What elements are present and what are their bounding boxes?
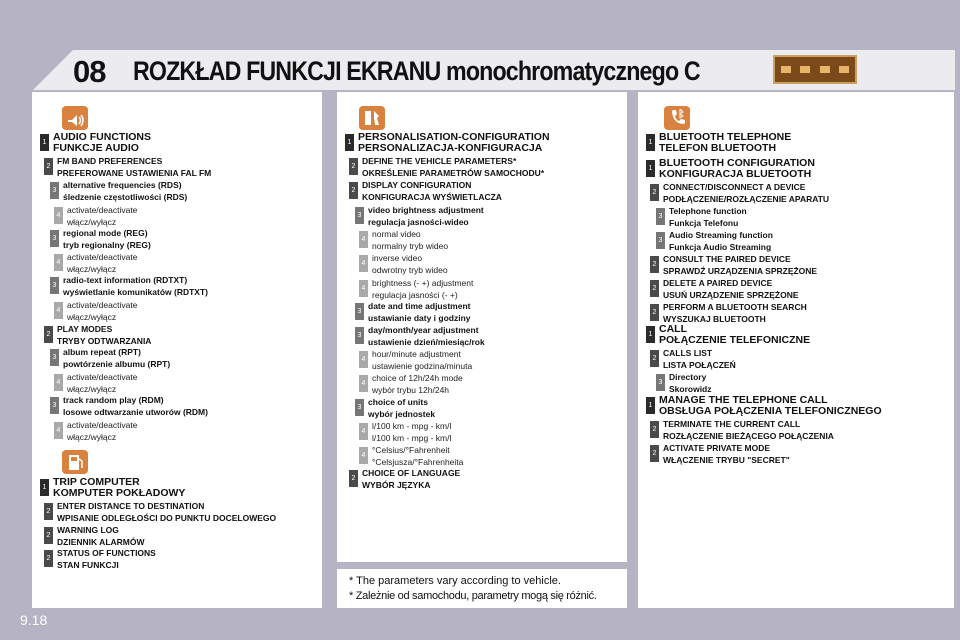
entry-label-english: activate/deactivate <box>67 205 138 215</box>
entry-label-polish: FUNKCJE AUDIO <box>53 142 139 154</box>
menu-entry <box>650 419 834 442</box>
menu-entry <box>359 445 463 468</box>
menu-entry <box>359 229 448 252</box>
menu-entry <box>54 300 137 323</box>
entry-label-english: STATUS OF FUNCTIONS <box>57 548 156 558</box>
level-badge: 3 <box>50 349 59 366</box>
entry-label-english: BLUETOOTH TELEPHONE <box>659 131 792 143</box>
entry-label-english: normal video <box>372 229 421 239</box>
entry-label-polish: TELEFON BLUETOOTH <box>659 142 777 154</box>
level-badge: 2 <box>349 470 358 487</box>
entry-label-polish: ustawianie daty i godziny <box>368 312 471 323</box>
level-badge: 4 <box>359 351 368 368</box>
menu-entry <box>345 132 550 154</box>
level-badge: 2 <box>44 158 53 175</box>
entry-label-english: alternative frequencies (RDS) <box>63 180 182 190</box>
menu-entry <box>349 468 460 491</box>
menu-entry <box>355 205 484 228</box>
entry-label-english: day/month/year adjustment <box>368 325 479 335</box>
level-badge: 2 <box>44 527 53 544</box>
level-badge: 4 <box>54 207 63 224</box>
menu-entry <box>44 525 145 548</box>
entry-label-polish: losowe odtwarzanie utworów (RDM) <box>63 406 208 417</box>
trip-computer-icon <box>62 450 88 474</box>
level-badge: 4 <box>359 423 368 440</box>
entry-label-polish: włącz/wyłącz <box>67 311 117 322</box>
level-badge: 3 <box>50 230 59 247</box>
level-badge: 1 <box>646 326 655 343</box>
entry-label-polish: powtórzenie albumu (RPT) <box>63 358 171 369</box>
level-badge: 1 <box>646 134 655 151</box>
entry-label-polish: Funkcja Audio Streaming <box>669 241 772 252</box>
entry-label-polish: WYBÓR JĘZYKA <box>362 479 431 490</box>
entry-label-english: CONSULT THE PAIRED DEVICE <box>663 254 791 264</box>
menu-entry <box>50 180 187 203</box>
menu-entry <box>40 132 151 154</box>
menu-entry <box>50 347 170 370</box>
entry-label-english: AUDIO FUNCTIONS <box>53 131 151 143</box>
level-badge: 4 <box>359 447 368 464</box>
level-badge: 2 <box>349 182 358 199</box>
entry-label-polish: STAN FUNKCJI <box>57 559 119 570</box>
menu-entry <box>656 230 773 253</box>
level-badge: 3 <box>50 397 59 414</box>
menu-entry <box>349 180 502 203</box>
menu-entry <box>650 182 829 205</box>
entry-label-polish: włącz/wyłącz <box>67 216 117 227</box>
entry-label-polish: DZIENNIK ALARMÓW <box>57 536 145 547</box>
menu-entry <box>50 275 208 298</box>
chapter-number: 08 <box>73 54 106 89</box>
menu-entry <box>650 278 799 301</box>
level-badge: 2 <box>44 550 53 567</box>
entry-label-polish: ustawienie dzień/miesiąc/rok <box>368 336 485 347</box>
entry-label-polish: tryb regionalny (REG) <box>63 239 151 250</box>
level-badge: 1 <box>345 134 354 151</box>
level-badge: 2 <box>650 256 659 273</box>
entry-label-english: hour/minute adjustment <box>372 349 461 359</box>
entry-label-english: FM BAND PREFERENCES <box>57 156 163 166</box>
entry-label-polish: SPRAWDŹ URZĄDZENIA SPRZĘŻONE <box>663 265 818 276</box>
entry-label-polish: OBSŁUGA POŁĄCZENIA TELEFONICZNEGO <box>659 405 882 417</box>
level-badge: 2 <box>650 280 659 297</box>
menu-entry <box>656 372 712 395</box>
entry-label-polish: normalny tryb wideo <box>372 240 449 251</box>
entry-label-polish: KOMPUTER POKŁADOWY <box>53 487 186 499</box>
level-badge: 3 <box>656 232 665 249</box>
entry-label-polish: WYSZUKAJ BLUETOOTH <box>663 313 766 324</box>
audio-trip-column <box>32 92 322 608</box>
entry-label-english: activate/deactivate <box>67 420 138 430</box>
menu-entry <box>650 302 807 325</box>
page-header <box>33 50 955 90</box>
footnote-english: * The parameters vary according to vehicle. <box>349 575 561 587</box>
entry-label-english: TRIP COMPUTER <box>53 476 140 488</box>
menu-entry <box>54 205 137 228</box>
entry-label-english: l/100 km - mpg - km/l <box>372 421 452 431</box>
entry-label-english: Telephone function <box>669 206 747 216</box>
level-badge: 3 <box>656 374 665 391</box>
entry-label-english: MANAGE THE TELEPHONE CALL <box>659 394 828 406</box>
footnote-polish: * Zależnie od samochodu, parametry mogą się różnić. <box>349 590 597 602</box>
menu-entry <box>656 206 747 229</box>
level-badge: 4 <box>359 280 368 297</box>
entry-label-english: date and time adjustment <box>368 301 471 311</box>
entry-label-polish: wybór trybu 12h/24h <box>372 384 450 395</box>
menu-entry <box>359 373 463 396</box>
entry-label-english: WARNING LOG <box>57 525 119 535</box>
entry-label-polish: Funkcja Telefonu <box>669 217 739 228</box>
level-badge: 1 <box>646 397 655 414</box>
menu-entry <box>650 254 817 277</box>
menu-entry <box>44 501 276 524</box>
entry-label-polish: OKREŚLENIE PARAMETRÓW SAMOCHODU* <box>362 167 545 178</box>
entry-label-polish: wybór jednostek <box>368 408 436 419</box>
entry-label-english: DEFINE THE VEHICLE PARAMETERS* <box>362 156 517 166</box>
entry-label-polish: PERSONALIZACJA-KONFIGURACJA <box>358 142 543 154</box>
settings-tools-icon <box>359 106 385 130</box>
level-badge: 3 <box>355 327 364 344</box>
menu-entry <box>359 253 448 276</box>
entry-label-english: Audio Streaming function <box>669 230 773 240</box>
level-badge: 3 <box>355 207 364 224</box>
entry-label-polish: TRYBY ODTWARZANIA <box>57 335 152 346</box>
entry-label-english: CHOICE OF LANGUAGE <box>362 468 461 478</box>
level-badge: 2 <box>44 503 53 520</box>
entry-label-english: radio-text information (RDTXT) <box>63 275 188 285</box>
entry-label-polish: włącz/wyłącz <box>67 263 117 274</box>
bluetooth-column <box>638 92 954 608</box>
level-badge: 3 <box>656 208 665 225</box>
menu-entry <box>54 420 137 443</box>
level-badge: 2 <box>44 326 53 343</box>
menu-entry <box>359 421 451 444</box>
entry-label-english: activate/deactivate <box>67 252 138 262</box>
entry-label-english: PLAY MODES <box>57 324 113 334</box>
audio-icon <box>62 106 88 130</box>
entry-label-polish: PODŁĄCZENIE/ROZŁĄCZENIE APARATU <box>663 193 830 204</box>
level-badge: 2 <box>650 184 659 201</box>
menu-entry <box>646 132 791 154</box>
level-badge: 1 <box>40 479 49 496</box>
level-badge: 4 <box>54 254 63 271</box>
entry-label-english: inverse video <box>372 253 423 263</box>
entry-label-english: CALL <box>659 323 687 335</box>
footnote-box <box>337 569 627 608</box>
level-badge: 2 <box>650 350 659 367</box>
entry-label-polish: °Celsjusza/°Fahrenheita <box>372 456 464 467</box>
level-badge: 3 <box>50 182 59 199</box>
level-badge: 4 <box>359 231 368 248</box>
entry-label-english: choice of units <box>368 397 428 407</box>
entry-label-polish: włącz/wyłącz <box>67 383 117 394</box>
level-badge: 3 <box>355 303 364 320</box>
entry-label-polish: USUŃ URZĄDZENIE SPRZĘŻONE <box>663 289 799 300</box>
entry-label-polish: włącz/wyłącz <box>67 431 117 442</box>
entry-label-english: activate/deactivate <box>67 372 138 382</box>
entry-label-polish: KONFIGURACJA BLUETOOTH <box>659 168 812 180</box>
menu-entry <box>355 301 471 324</box>
entry-label-polish: Skorowidz <box>669 383 712 394</box>
menu-entry <box>50 395 208 418</box>
level-badge: 4 <box>54 374 63 391</box>
entry-label-polish: wyświetlanie komunikatów (RDTXT) <box>63 286 208 297</box>
menu-entry <box>355 397 435 420</box>
entry-label-polish: POŁĄCZENIE TELEFONICZNE <box>659 334 811 346</box>
entry-label-english: choice of 12h/24h mode <box>372 373 463 383</box>
level-badge: 4 <box>359 255 368 272</box>
menu-entry <box>355 325 485 348</box>
entry-label-english: ACTIVATE PRIVATE MODE <box>663 443 771 453</box>
monochrome-screen-icon <box>773 55 857 84</box>
menu-entry <box>50 228 151 251</box>
entry-label-polish: ROZŁĄCZENIE BIEŻĄCEGO POŁĄCZENIA <box>663 430 834 441</box>
level-badge: 4 <box>54 422 63 439</box>
entry-label-polish: LISTA POŁĄCZEŃ <box>663 359 736 370</box>
entry-label-english: ENTER DISTANCE TO DESTINATION <box>57 501 205 511</box>
menu-entry <box>349 156 544 179</box>
entry-label-polish: regulacja jasności (- +) <box>372 289 458 300</box>
entry-label-english: TERMINATE THE CURRENT CALL <box>663 419 801 429</box>
entry-label-english: track random play (RDM) <box>63 395 164 405</box>
entry-label-english: PERSONALISATION-CONFIGURATION <box>358 131 550 143</box>
entry-label-english: video brightness adjustment <box>368 205 484 215</box>
entry-label-english: album repeat (RPT) <box>63 347 141 357</box>
menu-entry <box>54 372 137 395</box>
entry-label-polish: WŁĄCZENIE TRYBU "SECRET" <box>663 454 790 465</box>
menu-entry <box>44 324 151 347</box>
level-badge: 2 <box>650 445 659 462</box>
menu-entry <box>359 278 473 301</box>
entry-label-english: activate/deactivate <box>67 300 138 310</box>
entry-label-polish: PREFEROWANE USTAWIENIA FAL FM <box>57 167 212 178</box>
entry-label-english: PERFORM A BLUETOOTH SEARCH <box>663 302 807 312</box>
page-title: ROZKŁAD FUNKCJI EKRANU monochromatycznego C <box>133 56 700 86</box>
level-badge: 2 <box>650 421 659 438</box>
entry-label-polish: WPISANIE ODLEGŁOŚCI DO PUNKTU DOCELOWEGO <box>57 512 277 523</box>
menu-entry <box>646 158 815 180</box>
bluetooth-phone-icon <box>664 106 690 130</box>
level-badge: 3 <box>355 399 364 416</box>
menu-entry <box>54 252 137 275</box>
level-badge: 1 <box>646 160 655 177</box>
level-badge: 4 <box>54 302 63 319</box>
page-number: 9.18 <box>20 612 48 628</box>
entry-label-english: CALLS LIST <box>663 348 713 358</box>
menu-entry <box>44 156 211 179</box>
menu-entry <box>359 349 472 372</box>
entry-label-english: CONNECT/DISCONNECT A DEVICE <box>663 182 806 192</box>
menu-entry <box>646 324 810 346</box>
menu-entry <box>650 348 736 371</box>
level-badge: 4 <box>359 375 368 392</box>
level-badge: 2 <box>650 304 659 321</box>
level-badge: 1 <box>40 134 49 151</box>
entry-label-english: brightness (- +) adjustment <box>372 278 474 288</box>
menu-entry <box>646 395 882 417</box>
entry-label-polish: KONFIGURACJA WYŚWIETLACZA <box>362 191 502 202</box>
menu-entry <box>40 477 185 499</box>
personalisation-column <box>337 92 627 562</box>
level-badge: 2 <box>349 158 358 175</box>
menu-entry <box>44 548 156 571</box>
entry-label-polish: ustawienie godzina/minuta <box>372 360 473 371</box>
entry-label-english: Directory <box>669 372 707 382</box>
entry-label-polish: regulacja jasności-wideo <box>368 216 469 227</box>
entry-label-english: DELETE A PAIRED DEVICE <box>663 278 773 288</box>
level-badge: 3 <box>50 277 59 294</box>
menu-entry <box>650 443 790 466</box>
entry-label-polish: odwrotny tryb wideo <box>372 264 448 275</box>
entry-label-english: BLUETOOTH CONFIGURATION <box>659 157 815 169</box>
entry-label-english: regional mode (REG) <box>63 228 148 238</box>
entry-label-polish: śledzenie częstotliwości (RDS) <box>63 191 188 202</box>
entry-label-english: °Celsius/°Fahrenheit <box>372 445 450 455</box>
entry-label-english: DISPLAY CONFIGURATION <box>362 180 472 190</box>
entry-label-polish: l/100 km - mpg - km/l <box>372 432 452 443</box>
